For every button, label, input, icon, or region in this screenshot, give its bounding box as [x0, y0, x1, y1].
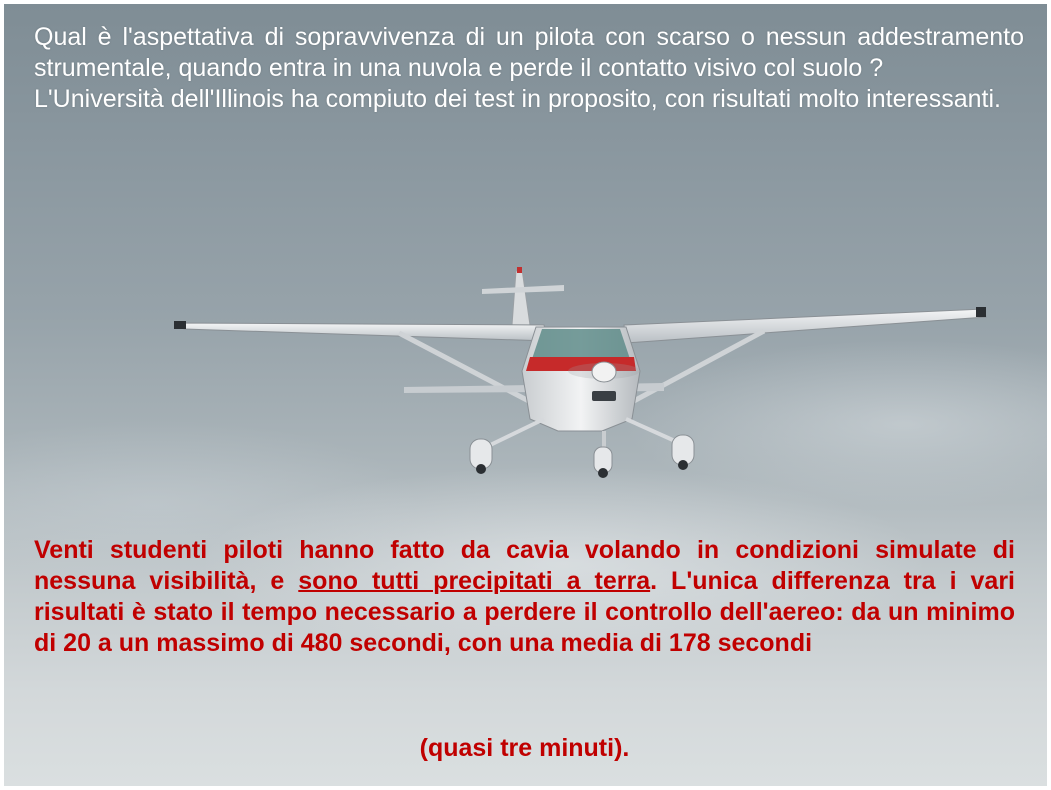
right-wheel — [678, 460, 688, 470]
tail-fin — [512, 269, 530, 325]
findings-underlined: sono tutti precipitati a terra — [298, 567, 651, 595]
right-strut — [619, 331, 764, 409]
intro-study: L'Università dell'Illinois ha compiuto dei test in proposito, con risultati molto interessanti. — [34, 85, 1001, 113]
left-wing-tip — [174, 321, 186, 329]
right-wing-tip — [976, 307, 986, 317]
left-wing — [176, 323, 548, 341]
left-wheel — [476, 464, 486, 474]
findings-text — [34, 535, 1015, 659]
spinner — [592, 362, 616, 382]
airplane-illustration — [164, 259, 994, 489]
slide — [4, 4, 1047, 786]
findings-closing: (quasi tre minuti). — [419, 734, 630, 762]
findings-lead: Venti studenti piloti hanno fatto da cavia volando in condizioni simulate di nessuna visibilità, e — [34, 536, 1015, 595]
intro-text — [34, 22, 1024, 115]
intro-question: Qual è l'aspettativa di sopravvivenza di un pilota con scarso o nessun addestramento strumentale, quando entra in una nuvola e perde il contatto visivo col suolo ? — [34, 23, 1024, 82]
findings-paragraph — [34, 535, 1015, 659]
air-intake — [592, 391, 616, 401]
nose-wheel — [598, 468, 608, 478]
tail-tip — [517, 267, 522, 273]
findings-rest: . L'unica differenza tra i vari risultati è stato il tempo necessario a perdere il controllo dell'aereo: da un minimo di 20 a un massimo di 480 secondi, con una media di 178 secondi — [34, 567, 1015, 657]
right-wing — [624, 309, 986, 343]
windshield — [532, 329, 630, 359]
